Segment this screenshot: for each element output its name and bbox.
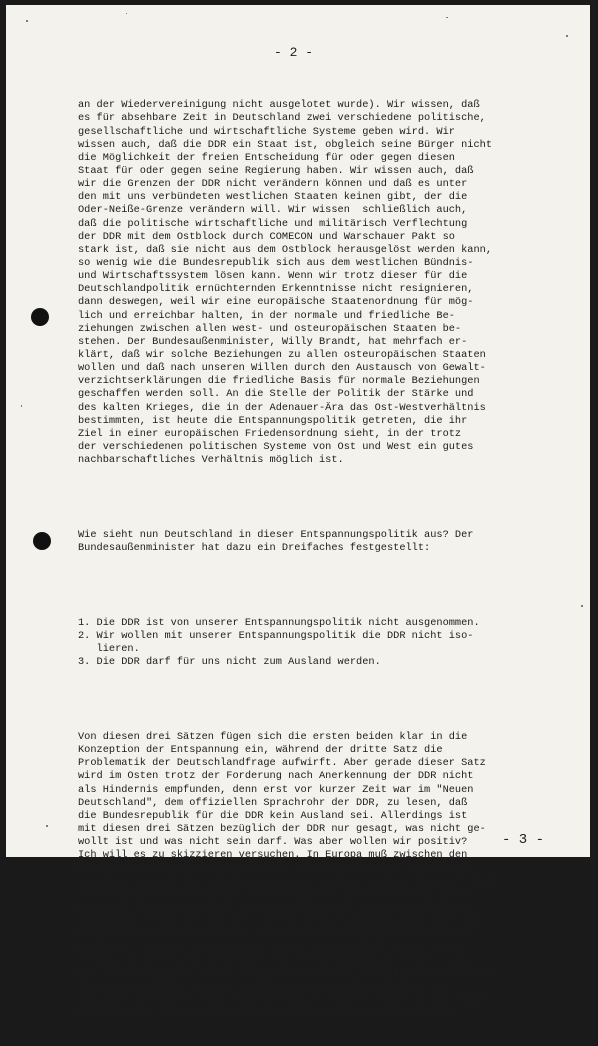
paragraph-3 <box>78 731 578 1020</box>
text-line: lich und erreichbar halten, in der normale und friedliche Be- <box>78 309 455 322</box>
text-line: geschaffen werden soll. An die Stelle der Politik der Stärke und <box>78 388 474 401</box>
body-text <box>78 73 578 1046</box>
text-line: der DDR mit dem Ostblock durch COMECON und Warschauer Pakt so <box>78 230 455 243</box>
scan-speck <box>21 405 22 407</box>
text-line: des kalten Krieges, die in der Adenauer-Ära das Ost-Westverhältnis <box>78 401 486 414</box>
text-line: wir die Grenzen der DDR nicht verändern können und daß es unter <box>78 178 468 191</box>
text-line: und Wirtschaftssystem lösen kann. Wenn wir trotz dieser für die <box>78 270 468 283</box>
scan-speck <box>581 605 583 607</box>
text-line: Konzeption der Entspannung ein, während der dritte Satz die <box>78 744 443 757</box>
paragraph-1 <box>78 99 578 467</box>
text-line: Deutschlandpolitik ernüchternden Erkenntnisse nicht resignieren, <box>78 283 474 296</box>
text-line: Ich will es zu skizzieren versuchen. In Europa muß zwischen den <box>78 849 468 862</box>
list-item-line: 2. Wir wollen mit unserer Entspannungspolitik die DDR nicht iso- <box>78 629 474 642</box>
text-line: gesellschaftliche und wirtschaftliche Systeme geben wird. Wir <box>78 125 455 138</box>
text-line: wollen und daß nach unseren Willen durch den Austausch von Gewalt- <box>78 362 486 375</box>
text-line: arbeiten, ihre Sicherheit gemeinsam bedenken, ihre Wirtschaftsbe- <box>78 901 480 914</box>
text-line: es für absehbare Zeit in Deutschland zwei verschiedene politische, <box>78 112 486 125</box>
text-line: Problematik der Deutschlandfrage aufwirft. Aber gerade dieser Satz <box>78 757 486 770</box>
text-line: gesehene europäische Staatenordnung entstehen, in der die west- und <box>78 875 493 888</box>
punch-hole <box>33 532 51 550</box>
text-line: mit diesen drei Sätzen bezüglich der DDR nur gesagt, was nicht ge- <box>78 822 486 835</box>
text-line: als Hindernis empfunden, denn erst vor kurzer Zeit war im "Neuen <box>78 783 474 796</box>
punch-hole <box>31 308 49 326</box>
scan-speck <box>566 35 568 37</box>
text-line: dann deswegen, weil wir eine europäische Staatenordnung für mög- <box>78 296 474 309</box>
text-line: schieden geordneten Teilstaaten möglich. Sicher hängt das Zustande- <box>78 993 493 1006</box>
text-line: ziehungen verstärken und bei diesem einander Näherkommen auch den <box>78 914 480 927</box>
next-page-marker: - 3 - <box>502 832 545 848</box>
text-line: nachbarschaftliches Verhältnis möglich ist. <box>78 454 344 467</box>
scan-speck <box>46 825 48 827</box>
document-page <box>6 5 590 1019</box>
text-line: Zusammenarbeit der beiden politisch und gesellschaftlich ver- <box>78 980 455 993</box>
scan-speck <box>126 13 127 14</box>
text-line: verzichtserklärungen die friedliche Basis für normale Beziehungen <box>78 375 480 388</box>
text-line: ziehungen zwischen allen west- und osteuropäischen Staaten be- <box>78 322 462 335</box>
text-line: Bundesaußenminister hat dazu ein Dreifaches festgestellt: <box>78 542 431 555</box>
text-line: kommen einer solchen dauerhaften europäischen Friedensordnung <box>78 1006 455 1019</box>
text-line: daß die politische wirtschaftliche und militärisch Verflechtung <box>78 217 468 230</box>
text-line: den mit uns verbündeten westlichen Staaten keinen gibt, der die <box>78 191 468 204</box>
text-line: an der Wiedervereinigung nicht ausgelotet wurde). Wir wissen, daß <box>78 99 480 112</box>
text-line: werden, in dem viele Gespräche und Verhandlungen zu führen sind. <box>78 954 474 967</box>
text-line: wollt ist und was nicht sein darf. Was aber wollen wir positiv? <box>78 836 468 849</box>
text-line: gestehen. Das aber kann nur in einem längeren Zeitraum erreicht <box>78 941 468 954</box>
text-line: Ziel in einer europäischen Friedensordnung sieht, in der trotz <box>78 427 462 440</box>
text-line: Staat für oder gegen seine Regierung haben. Wir wissen auch, daß <box>78 165 474 178</box>
text-line: wird im Osten trotz der Forderung nach Anerkennung der DDR nicht <box>78 770 474 783</box>
text-line: die Bundesrepublik für die DDR kein Ausland sei. Allerdings ist <box>78 809 468 822</box>
text-line: der verschiedenen politischen Systeme von Ost und West ein gutes <box>78 440 474 453</box>
text-line: stehen. Der Bundesaußenminister, Willy Brandt, hat mehrfach er- <box>78 335 468 348</box>
text-line: osteuropäischen Staaten in den wichtigsten Lebensfragen zusammen- <box>78 888 480 901</box>
page-number: - 2 - <box>274 45 314 60</box>
scan-speck <box>446 17 448 18</box>
list-item-line: lieren. <box>78 643 140 656</box>
text-line: so wenig wie die Bundesrepublik sich aus dem westlichen Bündnis- <box>78 257 474 269</box>
text-line: Für Deutschland ist dabei zunächst nicht mehr als eine konföderative <box>78 967 499 980</box>
text-line: beiden Teilstaaten ihr Recht auf friedliche Wiedervereinigung zu- <box>78 928 480 941</box>
paragraph-2 <box>78 529 578 555</box>
text-line: Wie sieht nun Deutschland in dieser Entspannungspolitik aus? Der <box>78 528 474 541</box>
text-line: bestimmten, ist heute die Entspannungspolitik getreten, die ihr <box>78 414 468 427</box>
scan-speck <box>26 20 28 22</box>
text-line: stark ist, daß sie nicht aus dem Ostblock herausgelöst werden kann, <box>78 243 493 256</box>
numbered-list <box>78 617 578 670</box>
text-line: Deutschland", dem offiziellen Sprachrohr der DDR, zu lesen, daß <box>78 796 468 809</box>
text-line: Oder-Neiße-Grenze verändern will. Wir wissen schließlich auch, <box>78 204 468 217</box>
list-item-line: 3. Die DDR darf für uns nicht zum Ausland werden. <box>78 656 381 669</box>
list-item-line: 1. Die DDR ist von unserer Entspannungspolitik nicht ausgenommen. <box>78 616 480 629</box>
text-line: die Möglichkeit der freien Entscheidung für oder gegen diesen <box>78 151 455 164</box>
text-line: klärt, daß wir solche Beziehungen zu allen osteuropäischen Staaten <box>78 348 486 361</box>
text-line: wissen auch, daß die DDR ein Staat ist, obgleich seine Bürger nicht <box>78 138 493 151</box>
text-line: beiden Großmächten eine von diesen anerkannte und als gerecht an- <box>78 862 480 875</box>
text-line: Von diesen drei Sätzen fügen sich die ersten beiden klar in die <box>78 730 468 743</box>
